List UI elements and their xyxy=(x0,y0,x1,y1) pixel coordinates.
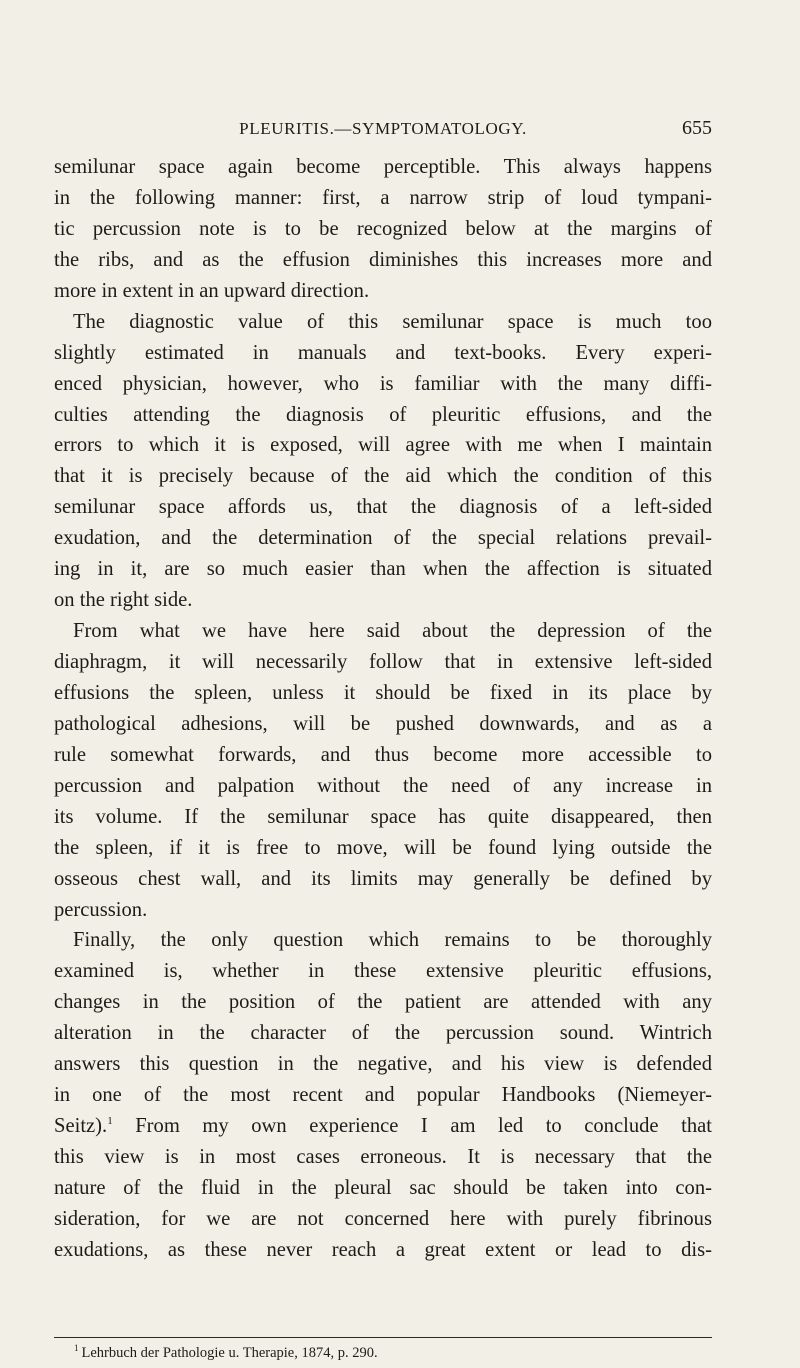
text-line: the ribs, and as the effusion diminishes this increases more and xyxy=(54,248,712,271)
text-line: The diagnostic value of this semilunar space is much too xyxy=(73,310,712,333)
text-line: errors to which it is exposed, will agree with me when I maintain xyxy=(54,434,712,457)
text-line: Finally, the only question which remains to be thoroughly xyxy=(73,929,712,952)
text-line: on the right side. xyxy=(54,589,193,612)
text-line: this view is in most cases erroneous. It is necessary that the xyxy=(54,1146,712,1168)
text-line: osseous chest wall, and its limits may generally be defined by xyxy=(54,867,712,890)
text-line: examined is, whether in these extensive pleuritic effusions, xyxy=(54,960,712,983)
text-line: rule somewhat forwards, and thus become more accessible to xyxy=(54,743,712,766)
text-line: exudation, and the determination of the special relations prevail- xyxy=(54,527,712,550)
text-line: the spleen, if it is free to move, will be found lying outside the xyxy=(54,836,712,859)
text-line: culties attending the diagnosis of pleuritic effusions, and the xyxy=(54,403,712,426)
text-line: semilunar space again become perceptible. This always happens xyxy=(54,156,712,178)
text-line: nature of the fluid in the pleural sac should be taken into con- xyxy=(54,1176,712,1199)
text-line: semilunar space affords us, that the diagnosis of a left-sided xyxy=(54,496,712,519)
footnote-marker: 1 xyxy=(74,1343,79,1353)
text-line: in one of the most recent and popular Handbooks (Niemeyer- xyxy=(54,1084,712,1107)
text-line: diaphragm, it will necessarily follow that in extensive left-sided xyxy=(54,651,712,673)
text-line: slightly estimated in manuals and text-books. Every experi- xyxy=(54,341,712,364)
text-line: in the following manner: first, a narrow strip of loud tympani- xyxy=(54,186,712,209)
text-line: exudations, as these never reach a great extent or lead to dis- xyxy=(54,1238,712,1261)
text-line: enced physician, however, who is familiar with the many diffi- xyxy=(54,372,712,395)
footnote-rule xyxy=(54,1337,712,1338)
text-line: changes in the position of the patient are attended with any xyxy=(54,991,712,1014)
text-line: pathological adhesions, will be pushed downwards, and as a xyxy=(54,712,712,735)
running-head xyxy=(54,117,712,145)
running-title: PLEURITIS.—SYMPTOMATOLOGY. xyxy=(239,119,527,138)
footnote-text: Lehrbuch der Pathologie u. Therapie, 1874, p. 290. xyxy=(81,1345,378,1361)
text-line: From what we have here said about the depression of the xyxy=(73,620,712,643)
text-line: its volume. If the semilunar space has quite disappeared, then xyxy=(54,805,712,828)
footnote-reference: 1 xyxy=(107,1115,113,1128)
text-line: tic percussion note is to be recognized below at the margins of xyxy=(54,217,712,240)
text-line: ing in it, are so much easier than when the affection is situated xyxy=(54,558,712,581)
book-page xyxy=(54,0,712,1368)
text-line: sideration, for we are not concerned here with purely fibrinous xyxy=(54,1207,712,1230)
text-line: effusions the spleen, unless it should be fixed in its place by xyxy=(54,681,712,704)
text-line: answers this question in the negative, and his view is defended xyxy=(54,1053,712,1076)
page-number: 655 xyxy=(682,117,712,139)
text-line: percussion and palpation without the need of any increase in xyxy=(54,774,712,797)
text-line: percussion. xyxy=(54,898,148,921)
text-line: more in extent in an upward direction. xyxy=(54,279,370,302)
text-line: Seitz).$^1$ From my own experience I am led to conclude that xyxy=(54,1115,712,1138)
text-line: alteration in the character of the percussion sound. Wintrich xyxy=(54,1022,712,1045)
footnote xyxy=(54,1343,712,1363)
text-line: that it is precisely because of the aid which the condition of this xyxy=(54,465,712,488)
body-text xyxy=(54,152,712,1266)
